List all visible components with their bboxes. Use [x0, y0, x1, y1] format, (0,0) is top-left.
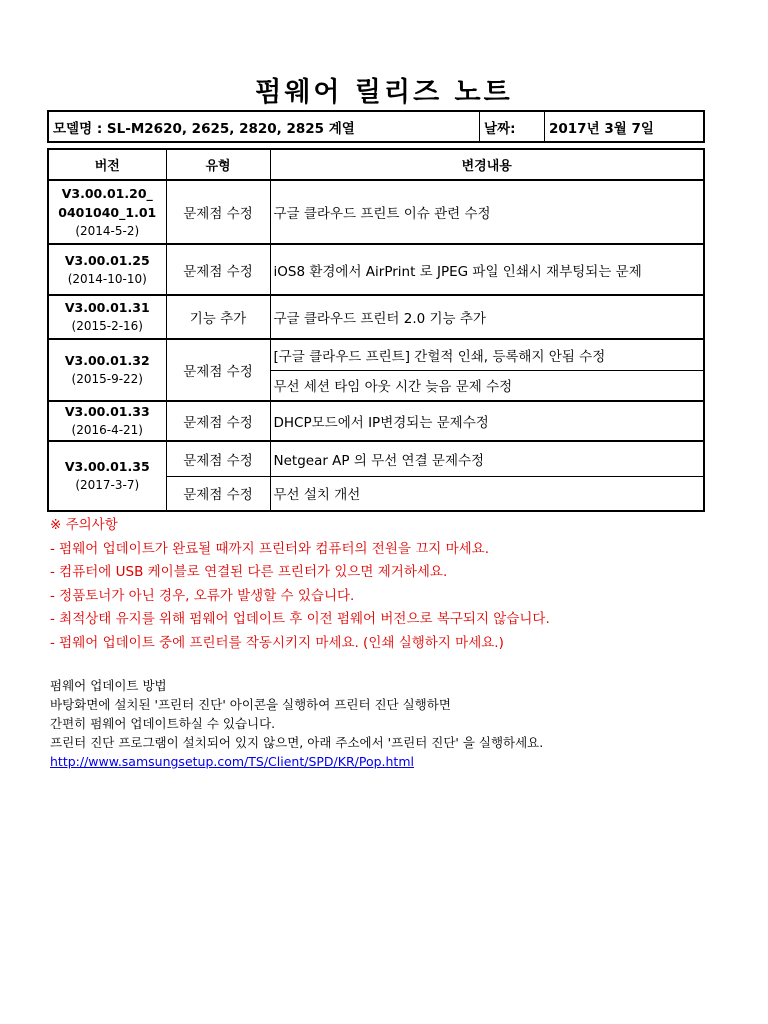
header-version: 버전 [48, 149, 166, 180]
version-cell [48, 180, 166, 244]
change-type: 문제점 수정 [166, 244, 270, 295]
model-info-bar [47, 110, 705, 143]
caution-item: - 정품토너가 아닌 경우, 오류가 발생할 수 있습니다. [50, 587, 355, 604]
change-description: iOS8 환경에서 AirPrint 로 JPEG 파일 인쇄시 재부팅되는 문제 [270, 244, 704, 295]
change-description: 무선 세션 타임 아웃 시간 늦음 문제 수정 [270, 370, 704, 401]
change-description: 구글 클라우드 프린트 이슈 관련 수정 [270, 180, 704, 244]
version-date: (2014-5-2) [75, 223, 140, 238]
version-date: (2016-4-21) [71, 423, 143, 437]
instruction-line: 바탕화면에 설치된 '프린터 진단' 아이콘을 실행하여 프린터 진단 실행하면 [50, 697, 451, 712]
change-type: 문제점 수정 [166, 339, 270, 401]
version-number: V3.00.01.31 [64, 300, 150, 315]
version-date: (2017-3-7) [75, 478, 140, 492]
release-date: 2017년 3월 7일 [549, 120, 654, 137]
version-date: (2015-2-16) [71, 319, 143, 333]
version-number-cont: 0401040_1.01 [58, 204, 157, 220]
table-header-row [48, 149, 704, 180]
caution-item: - 펌웨어 업데이트가 완료될 때까지 프린터와 컴퓨터의 전원을 끄지 마세요. [50, 540, 490, 557]
download-link[interactable]: http://www.samsungsetup.com/TS/Client/SPD/KR/Pop.html [50, 754, 414, 769]
version-cell [48, 295, 166, 339]
change-description: 무선 설치 개선 [270, 476, 704, 511]
version-date: (2015-9-22) [71, 372, 143, 386]
table-row [48, 401, 704, 441]
release-table [47, 148, 705, 512]
version-date: (2014-10-10) [67, 271, 147, 286]
change-description: [구글 클라우드 프린트] 간헐적 인쇄, 등록해지 안됨 수정 [270, 339, 704, 370]
caution-heading: ※ 주의사항 [50, 517, 118, 533]
version-number: V3.00.01.25 [64, 252, 150, 268]
table-row [48, 180, 704, 244]
change-type: 기능 추가 [166, 295, 270, 339]
change-description: DHCP모드에서 IP변경되는 문제수정 [270, 401, 704, 441]
header-changes: 변경내용 [270, 149, 704, 180]
caution-item: - 펌웨어 업데이트 중에 프린터를 작동시키지 마세요. (인쇄 실행하지 마세요.) [50, 634, 504, 651]
model-name: 모델명 : SL-M2620, 2625, 2820, 2825 계열 [49, 112, 480, 141]
instruction-line: 프린터 진단 프로그램이 설치되어 있지 않으면, 아래 주소에서 '프린터 진단' 을 실행하세요. [50, 735, 544, 750]
version-cell [48, 339, 166, 401]
table-row [48, 339, 704, 370]
change-type: 문제점 수정 [166, 180, 270, 244]
change-type: 문제점 수정 [166, 441, 270, 476]
version-cell [48, 401, 166, 441]
version-cell [48, 441, 166, 511]
change-type: 문제점 수정 [166, 401, 270, 441]
caution-item: - 최적상태 유지를 위해 펌웨어 업데이트 후 이전 펌웨어 버전으로 복구되지 않습니다. [50, 611, 550, 627]
instructions-heading: 펌웨어 업데이트 방법 [50, 678, 167, 693]
change-description: Netgear AP 의 무선 연결 문제수정 [270, 441, 704, 476]
version-number: V3.00.01.35 [64, 459, 150, 474]
update-instructions [50, 676, 730, 771]
version-number: V3.00.01.20_ [61, 185, 153, 201]
change-description: 구글 클라우드 프린터 2.0 기능 추가 [270, 295, 704, 339]
page-title: 펌웨어 릴리즈 노트 [255, 77, 513, 108]
table-row [48, 244, 704, 295]
instruction-line: 간편히 펌웨어 업데이트하실 수 있습니다. [50, 716, 276, 731]
version-number: V3.00.01.33 [64, 404, 150, 419]
table-row [48, 295, 704, 339]
caution-item: - 컴퓨터에 USB 케이블로 연결된 다른 프린터가 있으면 제거하세요. [50, 564, 448, 580]
header-type: 유형 [166, 149, 270, 180]
date-label: 날짜: [480, 112, 545, 141]
change-type: 문제점 수정 [166, 476, 270, 511]
version-number: V3.00.01.32 [64, 353, 150, 368]
table-row [48, 441, 704, 476]
version-cell [48, 244, 166, 295]
caution-notes [50, 514, 730, 655]
